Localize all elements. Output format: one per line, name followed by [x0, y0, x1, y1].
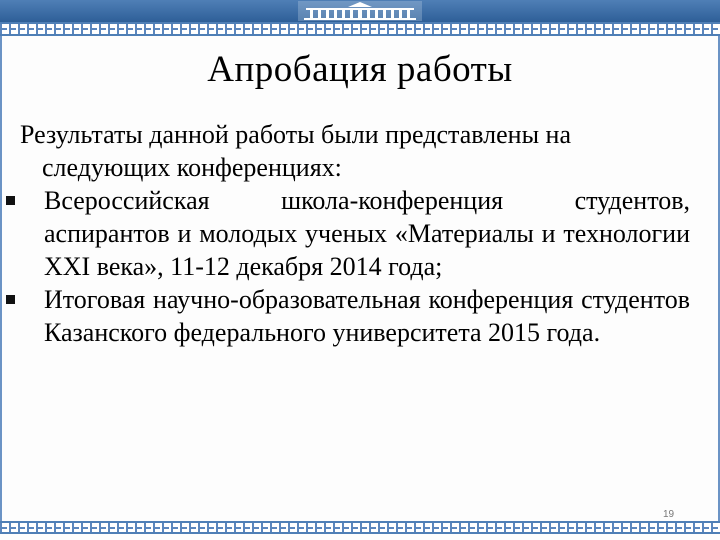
list-item — [22, 184, 690, 283]
university-building-icon — [298, 1, 422, 21]
intro-text: Результаты данной работы были представлены на следующих конференциях: — [20, 120, 572, 182]
list-item-text: Итоговая научно-образовательная конференция студентов Казанского федерального университета 2015 года. — [44, 285, 690, 347]
page-number: 19 — [663, 509, 675, 520]
slide-body — [22, 118, 690, 349]
top-ornament-border — [0, 22, 720, 36]
top-banner — [0, 0, 720, 22]
left-border — [0, 36, 2, 521]
square-bullet-icon — [6, 196, 15, 205]
list-item-text: Всероссийская школа-конференция студентов, аспирантов и молодых ученых «Материалы и технологии XXI века», 11-12 декабря 2014 года; — [44, 186, 690, 281]
slide-title: Апробация работы — [207, 49, 513, 90]
list-item — [22, 283, 690, 349]
bottom-ornament-border — [0, 521, 720, 534]
square-bullet-icon — [6, 295, 15, 304]
